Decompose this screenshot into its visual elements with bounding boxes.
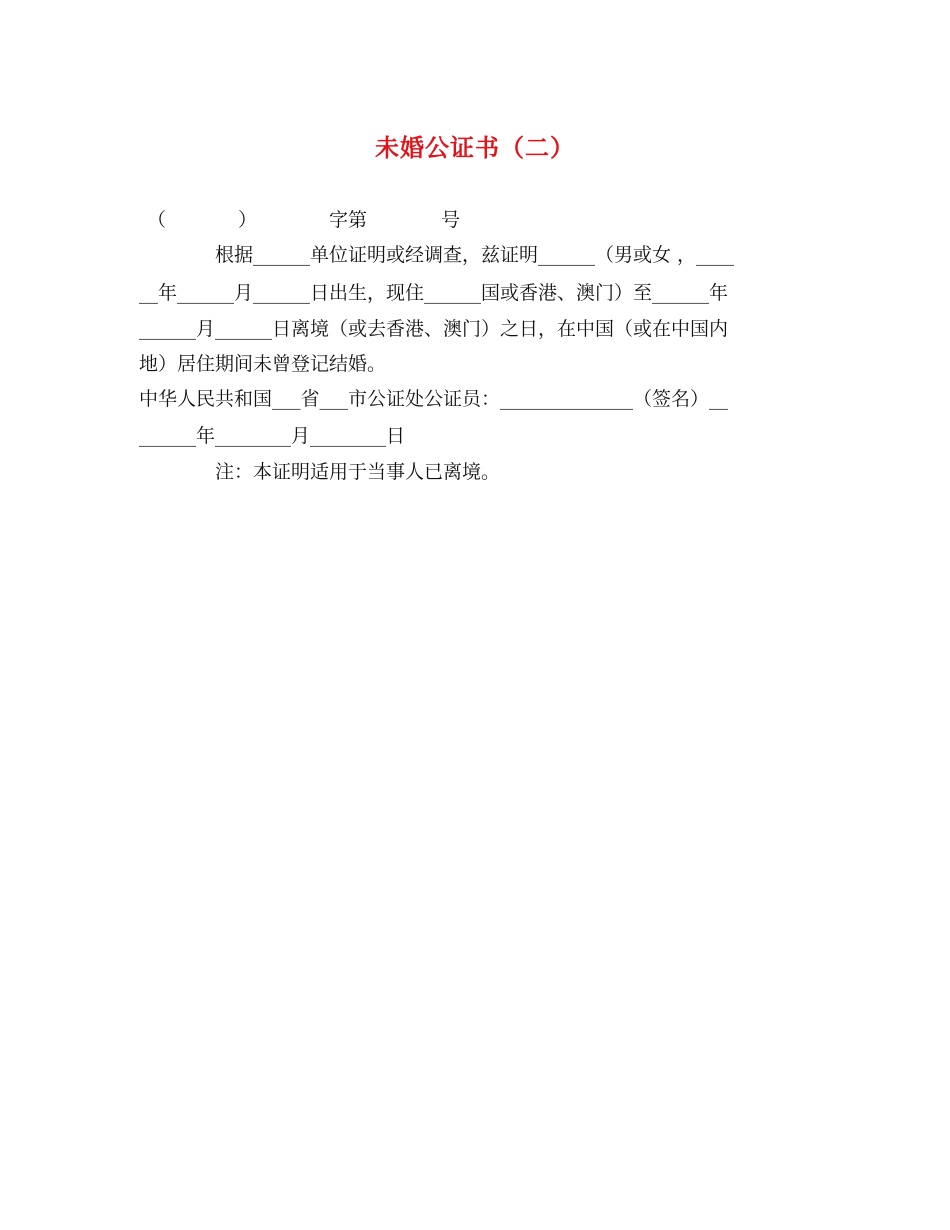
notary-signature-line: 中华人民共和国___省___市公证处公证员：______________（签名）__ xyxy=(139,388,729,410)
body-line-4: 地）居住期间未曾登记结婚。 xyxy=(139,353,387,375)
document-title: 未婚公证书（二） xyxy=(375,133,575,162)
hao-label: 号 xyxy=(441,209,461,231)
number-close-paren: ） xyxy=(238,209,258,231)
certificate-number-line xyxy=(139,211,814,230)
number-open-paren: （ xyxy=(147,209,167,231)
body-line-1: 根据______单位证明或经调查，兹证明______（男或女 ，____ xyxy=(215,244,735,266)
body-line-3: ______月______日离境（或去香港、澳门）之日，在中国（或在中国内 xyxy=(139,318,729,340)
zi-di-label: 字第 xyxy=(329,209,368,231)
note-line: 注：本证明适用于当事人已离境。 xyxy=(215,461,501,483)
date-line: ______年________月________日 xyxy=(139,425,406,447)
body-line-2: __年______月______日出生，现住______国或香港、澳门）至______年 xyxy=(139,282,729,304)
